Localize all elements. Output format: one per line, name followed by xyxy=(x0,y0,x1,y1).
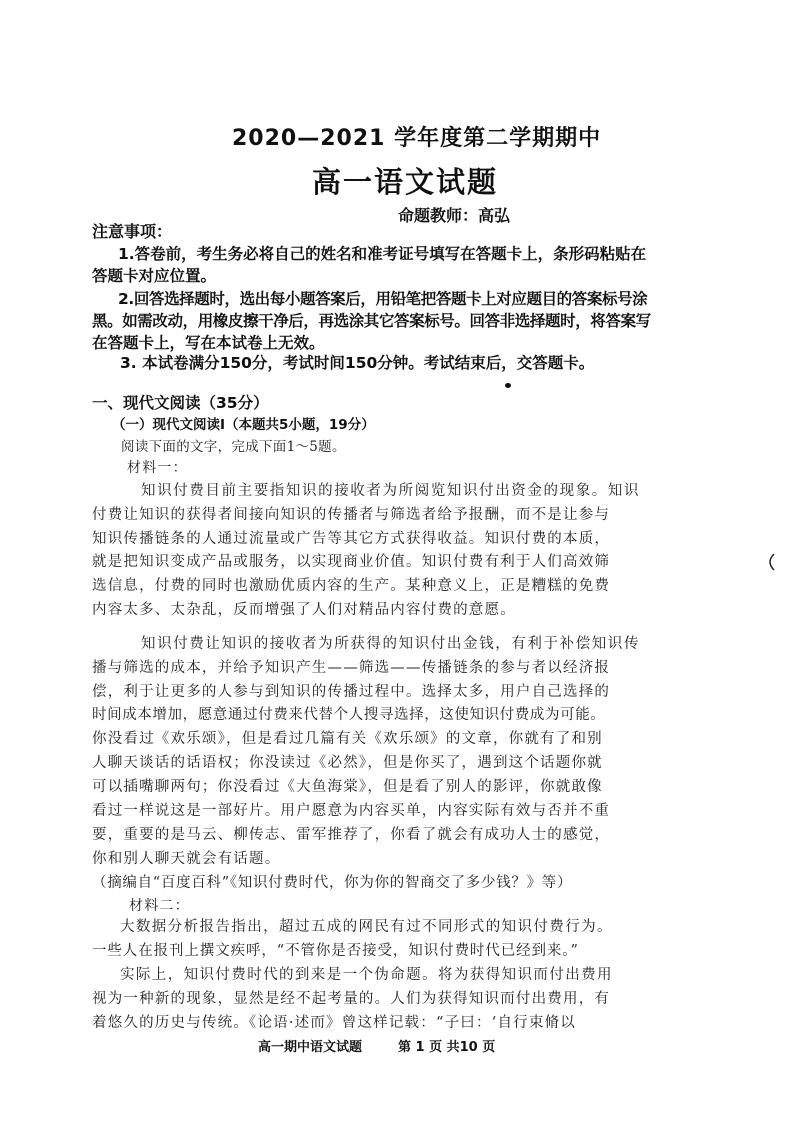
reading-instruction: 阅读下面的文字，完成下面1～5题。 xyxy=(121,439,346,455)
material-1-line: 要，重要的是马云、柳传志、雷军推荐了，你看了就会有成功人士的感觉， xyxy=(92,827,611,843)
material-1-line: 知识传播链条的人通过流量或广告等其它方式获得收益。知识付费的本质， xyxy=(92,531,611,547)
margin-bracket-mark xyxy=(764,552,778,572)
material-1-line: 人聊天谈话的话语权；你没读过《必然》，但是你买了，遇到这个话题你就 xyxy=(92,755,603,771)
material-2-line: 一些人在报刊上撰文疾呼，“不管你是否接受，知识付费时代已经到来。” xyxy=(92,943,579,959)
material-1-line: 你没看过《欢乐颂》，但是看过几篇有关《欢乐颂》的文章，你就有了和别 xyxy=(92,731,603,747)
material-2-line: 着悠久的历史与传统。《论语·述而》曾这样记载：“子曰：‘自行束脩以 xyxy=(92,1015,576,1031)
material-1-line: 你和别人聊天就会有话题。 xyxy=(92,851,281,867)
scan-speck xyxy=(505,383,511,388)
material-1-line: 播与筛选的成本，并给予知识产生——筛选——传播链条的参与者以经济报 xyxy=(92,660,611,676)
sub-section-heading: （一）现代文阅读Ⅰ（本题共5小题，19分） xyxy=(112,417,375,433)
material-1-line: 看过一样说这是一部好片。用户愿意为内容买单，内容实际有效与否并不重 xyxy=(92,803,611,819)
material-1-line: 知识付费目前主要指知识的接收者为所阅览知识付出资金的现象。知识 xyxy=(141,483,641,499)
material-1-source: （摘编自“百度百科”《知识付费时代，你为你的智商交了多少钱？》等） xyxy=(92,875,573,891)
material-2-line: 大数据分析报告指出，超过五成的网民有过不同形式的知识付费行为。 xyxy=(120,919,613,935)
notice-heading: 注意事项： xyxy=(92,222,173,241)
notice-line-2: 答题卡对应位置。 xyxy=(92,267,217,285)
material-1-line: 知识付费让知识的接收者为所获得的知识付出金钱，有利于补偿知识传 xyxy=(141,636,641,652)
material-2-line: 实际上，知识付费时代的到来是一个伪命题。将为获得知识而付出费用 xyxy=(120,967,613,983)
footer-exam-name: 高一期中语文试题 xyxy=(258,1040,363,1055)
section-heading: 一、现代文阅读（35分） xyxy=(92,394,269,412)
footer-page-number: 第 1 页 共10 页 xyxy=(398,1040,496,1055)
notice-line-4: 黑。如需改动，用橡皮擦干净后，再选涂其它答案标号。回答非选择题时，将答案写 xyxy=(92,312,651,330)
material-1-line: 可以插嘴聊两句；你没看过《大鱼海棠》，但是看了别人的影评，你就敢像 xyxy=(92,779,603,795)
notice-line-3: 2.回答选择题时，选出每小题答案后，用铅笔把答题卡上对应题目的答案标号涂 xyxy=(118,290,648,308)
notice-line-1: 1.答卷前，考生务必将自己的姓名和准考证号填写在答题卡上，条形码粘贴在 xyxy=(118,245,647,263)
material-2-label: 材料二： xyxy=(129,898,190,914)
material-1-line: 付费让知识的获得者间接向知识的传播者与筛选者给予报酬，而不是让参与 xyxy=(92,507,611,523)
material-1-line: 就是把知识变成产品或服务，以实现商业价值。知识付费有利于人们高效筛 xyxy=(92,554,611,570)
exam-term-title: 2020—2021 学年度第二学期期中 xyxy=(232,126,602,151)
material-1-line: 时间成本增加，愿意通过付费来代替个人搜寻选择，这使知识付费成为可能。 xyxy=(92,707,606,723)
page-title: 高一语文试题 xyxy=(312,165,499,199)
notice-line-5: 在答题卡上，写在本试卷上无效。 xyxy=(92,334,325,352)
material-1-line: 偿，利于让更多的人参与到知识的传播过程中。选择太多，用户自己选择的 xyxy=(92,684,611,700)
material-1-line: 选信息，付费的同时也激励优质内容的生产。某种意义上，正是糟糕的免费 xyxy=(92,578,611,594)
material-1-line: 内容太多、太杂乱，反而增强了人们对精品内容付费的意愿。 xyxy=(92,602,516,618)
author-line: 命题教师：高弘 xyxy=(398,206,511,225)
notice-line-6: 3. 本试卷满分150分，考试时间150分钟。考试结束后，交答题卡。 xyxy=(120,354,595,372)
material-1-label: 材料一： xyxy=(127,460,188,476)
material-2-line: 视为一种新的现象，显然是经不起考量的。人们为获得知识而付出费用，有 xyxy=(92,991,611,1007)
